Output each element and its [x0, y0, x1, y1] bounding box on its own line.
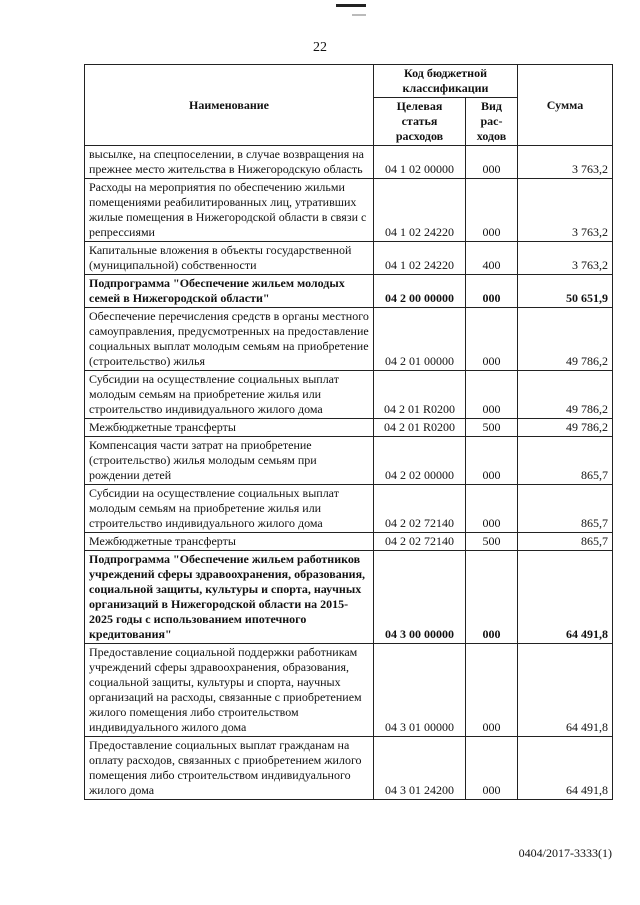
table-body — [85, 146, 613, 800]
table-row — [85, 146, 613, 179]
row-sum: 3 763,2 — [518, 146, 613, 179]
row-code: 04 2 02 72140 — [374, 533, 466, 551]
row-name: Предоставление социальных выплат гражданам на оплату расходов, связанных с приобретением жилого помещения либо строительством индивидуального жилого дома — [85, 737, 374, 800]
row-code: 04 1 02 00000 — [374, 146, 466, 179]
row-type: 000 — [466, 551, 518, 644]
row-name: Межбюджетные трансферты — [85, 419, 374, 437]
row-code: 04 2 00 00000 — [374, 275, 466, 308]
scan-mark — [336, 4, 366, 7]
header-type: Вид рас-ходов — [466, 98, 518, 146]
row-sum: 865,7 — [518, 533, 613, 551]
row-sum: 64 491,8 — [518, 737, 613, 800]
page-number: 22 — [313, 40, 327, 55]
row-name: Подпрограмма "Обеспечение жильем молодых семей в Нижегородской области" — [85, 275, 374, 308]
row-sum: 49 786,2 — [518, 371, 613, 419]
row-type: 000 — [466, 371, 518, 419]
header-sum: Сумма — [518, 65, 613, 146]
table-row — [85, 737, 613, 800]
table-row — [85, 437, 613, 485]
row-sum: 50 651,9 — [518, 275, 613, 308]
row-code: 04 2 02 00000 — [374, 437, 466, 485]
table-row — [85, 485, 613, 533]
row-type: 000 — [466, 485, 518, 533]
row-type: 500 — [466, 419, 518, 437]
table-row — [85, 371, 613, 419]
row-type: 000 — [466, 308, 518, 371]
row-sum: 49 786,2 — [518, 419, 613, 437]
row-sum: 64 491,8 — [518, 551, 613, 644]
header-name: Наименование — [85, 65, 374, 146]
row-code: 04 3 01 00000 — [374, 644, 466, 737]
row-name: Межбюджетные трансферты — [85, 533, 374, 551]
row-code: 04 3 00 00000 — [374, 551, 466, 644]
row-type: 500 — [466, 533, 518, 551]
table-row — [85, 308, 613, 371]
row-sum: 64 491,8 — [518, 644, 613, 737]
table-row — [85, 179, 613, 242]
row-code: 04 2 01 R0200 — [374, 371, 466, 419]
row-type: 000 — [466, 146, 518, 179]
row-sum: 865,7 — [518, 485, 613, 533]
table-row — [85, 242, 613, 275]
row-code: 04 2 01 00000 — [374, 308, 466, 371]
row-type: 000 — [466, 737, 518, 800]
row-type: 400 — [466, 242, 518, 275]
row-name: Субсидии на осуществление социальных выплат молодым семьям на приобретение жилья или строительство индивидуального жилого дома — [85, 485, 374, 533]
row-sum: 3 763,2 — [518, 242, 613, 275]
table-row — [85, 533, 613, 551]
row-code: 04 2 01 R0200 — [374, 419, 466, 437]
row-name: Обеспечение перечисления средств в органы местного самоуправления, предусмотренных на предоставление социальных выплат молодым семьям на приобретение (строительство) жилья — [85, 308, 374, 371]
row-type: 000 — [466, 275, 518, 308]
row-name: Подпрограмма "Обеспечение жильем работников учреждений сферы здравоохранения, образования, социальной защиты, культуры и спорта, научных организаций в Нижегородской области на 2015-2025 годы с использованием ипотечного кредитования" — [85, 551, 374, 644]
row-name: Капитальные вложения в объекты государственной (муниципальной) собственности — [85, 242, 374, 275]
table-row — [85, 551, 613, 644]
row-code: 04 2 02 72140 — [374, 485, 466, 533]
row-name: Расходы на мероприятия по обеспечению жильми помещениями реабилитированных лиц, утративших жилые помещения в Нижегородской области в связи с репрессиями — [85, 179, 374, 242]
row-name: высылке, на спецпоселении, в случае возвращения на прежнее место жительства в Нижегородскую область — [85, 146, 374, 179]
header-target: Целевая статья расходов — [374, 98, 466, 146]
row-type: 000 — [466, 179, 518, 242]
row-name: Компенсация части затрат на приобретение (строительство) жилья молодым семьям при рождении детей — [85, 437, 374, 485]
table-row — [85, 275, 613, 308]
row-sum: 3 763,2 — [518, 179, 613, 242]
row-name: Субсидии на осуществление социальных выплат молодым семьям на приобретение жилья или строительство индивидуального жилого дома — [85, 371, 374, 419]
table-row — [85, 419, 613, 437]
scan-mark-faint — [352, 14, 366, 16]
table-row — [85, 644, 613, 737]
row-code: 04 1 02 24220 — [374, 242, 466, 275]
row-code: 04 1 02 24220 — [374, 179, 466, 242]
row-code: 04 3 01 24200 — [374, 737, 466, 800]
row-sum: 49 786,2 — [518, 308, 613, 371]
row-sum: 865,7 — [518, 437, 613, 485]
budget-table — [84, 64, 613, 800]
header-code-group: Код бюджетной классификации — [374, 65, 518, 98]
row-type: 000 — [466, 644, 518, 737]
document-code: 0404/2017-3333(1) — [518, 846, 612, 860]
row-type: 000 — [466, 437, 518, 485]
row-name: Предоставление социальной поддержки работникам учреждений сферы здравоохранения, образования, социальной защиты, культуры и спорта, научных организаций на расходы, связанные с приобретением жилого помещения либо строительством индивидуального жилого дома — [85, 644, 374, 737]
